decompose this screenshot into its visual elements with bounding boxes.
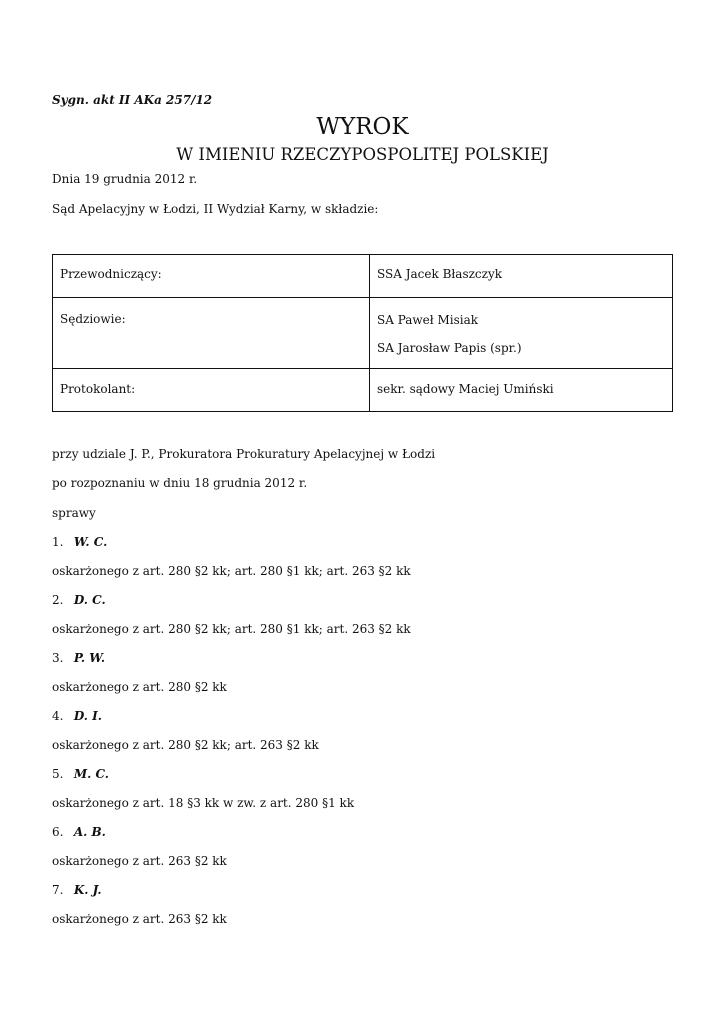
defendant-number: 5. <box>52 767 64 781</box>
defendant-number: 7. <box>52 883 64 897</box>
defendant-heading <box>52 825 106 839</box>
defendant-charge: oskarżonego z art. 263 §2 kk <box>52 912 227 926</box>
judgment-date: Dnia 19 grudnia 2012 r. <box>52 172 198 186</box>
defendant-charge: oskarżonego z art. 18 §3 kk w zw. z art. 280 §1 kk <box>52 796 355 810</box>
judge-1: SA Paweł Misiak <box>377 313 479 327</box>
defendant-name: W. C. <box>73 535 108 549</box>
defendant-charge: oskarżonego z art. 280 §2 kk <box>52 680 227 694</box>
defendant-number: 1. <box>52 535 64 549</box>
defendant-name: M. C. <box>73 767 109 781</box>
defendant-heading <box>52 535 107 549</box>
case-signature: Sygn. akt II AKa 257/12 <box>52 93 213 107</box>
defendant-charge: oskarżonego z art. 280 §2 kk; art. 280 §1 kk; art. 263 §2 kk <box>52 622 411 636</box>
case-word: sprawy <box>52 506 96 520</box>
court-composition-intro: Sąd Apelacyjny w Łodzi, II Wydział Karny, w składzie: <box>52 202 379 216</box>
defendant-name: A. B. <box>73 825 106 839</box>
prosecutor-line: przy udziale J. P., Prokuratora Prokuratury Apelacyjnej w Łodzi <box>52 447 436 461</box>
defendant-number: 4. <box>52 709 64 723</box>
judges-value <box>370 298 673 369</box>
defendant-charge: oskarżonego z art. 280 §2 kk; art. 280 §1 kk; art. 263 §2 kk <box>52 564 411 578</box>
defendant-name: K. J. <box>73 883 102 897</box>
clerk-label: Protokolant: <box>53 369 370 412</box>
judge-2: SA Jarosław Papis (spr.) <box>377 341 522 355</box>
judges-label: Sędziowie: <box>53 298 370 369</box>
defendant-name: D. I. <box>73 709 102 723</box>
defendant-heading <box>52 883 102 897</box>
document-title: WYROK <box>316 114 409 140</box>
defendant-number: 2. <box>52 593 64 607</box>
defendant-number: 6. <box>52 825 64 839</box>
defendant-charge: oskarżonego z art. 280 §2 kk; art. 263 §2 kk <box>52 738 319 752</box>
clerk-value: sekr. sądowy Maciej Umiński <box>370 369 673 412</box>
document-subtitle: W IMIENIU RZECZYPOSPOLITEJ POLSKIEJ <box>176 145 549 164</box>
presiding-label: Przewodniczący: <box>53 255 370 298</box>
presiding-value: SSA Jacek Błaszczyk <box>370 255 673 298</box>
defendant-heading <box>52 651 105 665</box>
judges-row <box>53 298 673 369</box>
defendant-charge: oskarżonego z art. 263 §2 kk <box>52 854 227 868</box>
clerk-row <box>53 369 673 412</box>
court-composition-table <box>52 254 673 412</box>
defendant-name: D. C. <box>73 593 106 607</box>
defendant-number: 3. <box>52 651 64 665</box>
presiding-row <box>53 255 673 298</box>
hearing-line: po rozpoznaniu w dniu 18 grudnia 2012 r. <box>52 476 308 490</box>
defendant-heading <box>52 593 106 607</box>
defendant-heading <box>52 709 102 723</box>
defendant-name: P. W. <box>73 651 106 665</box>
defendant-heading <box>52 767 109 781</box>
